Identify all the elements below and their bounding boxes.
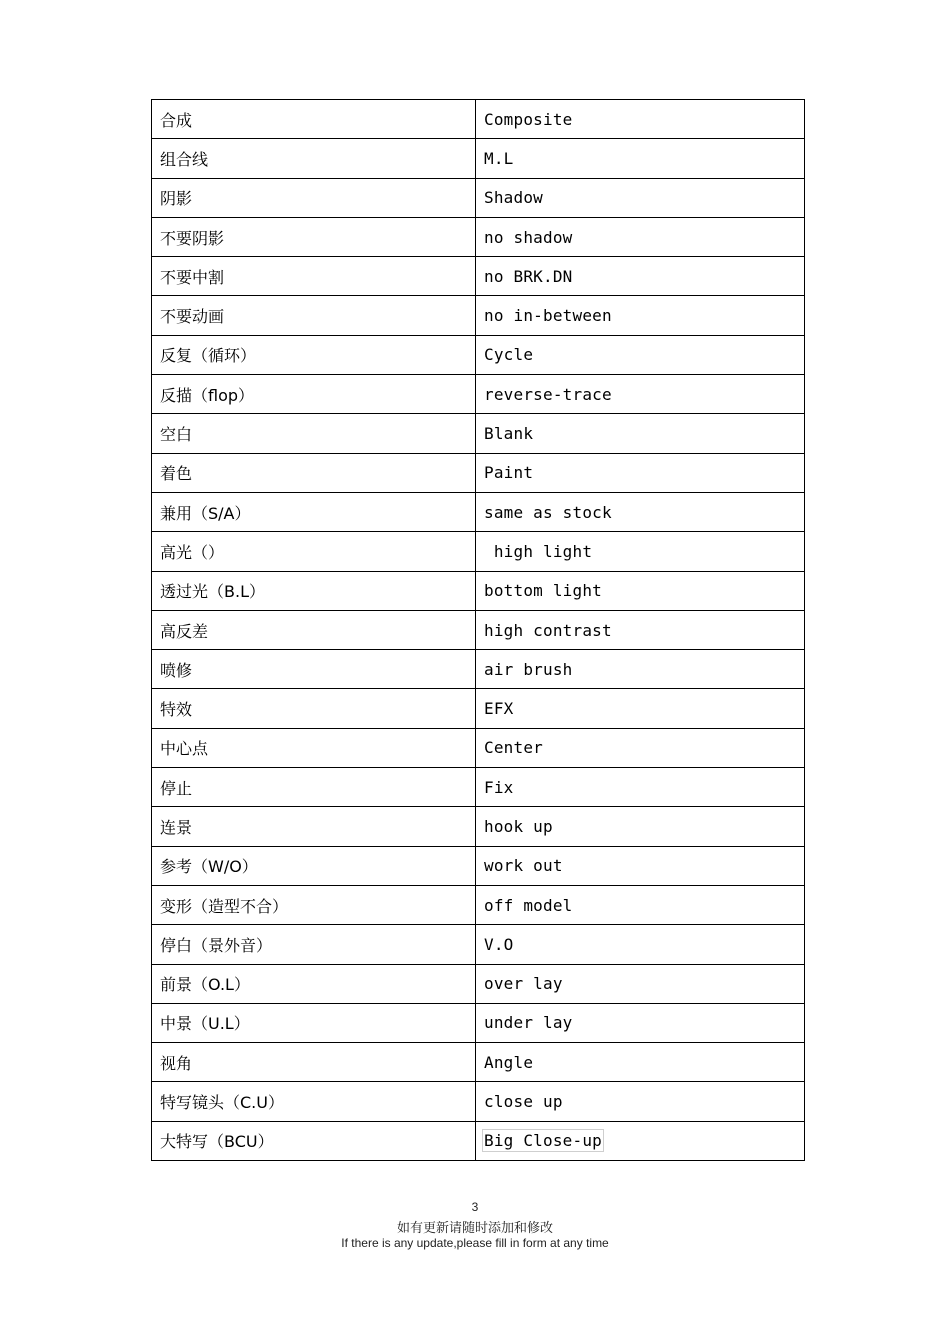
english-term-text: Composite <box>484 109 573 129</box>
table-row <box>152 453 805 492</box>
table-row <box>152 650 805 689</box>
english-term-text: reverse-trace <box>484 384 612 404</box>
chinese-term-cell: 连景 <box>152 807 476 846</box>
english-term-text: M.L <box>484 148 514 168</box>
terminology-table <box>151 99 805 1161</box>
chinese-term-cell: 大特写（BCU） <box>152 1121 476 1160</box>
table-row <box>152 139 805 178</box>
english-term-text: Center <box>484 738 543 758</box>
table-row <box>152 885 805 924</box>
chinese-term-cell: 中心点 <box>152 728 476 767</box>
chinese-term-cell: 着色 <box>152 453 476 492</box>
page-number: 3 <box>471 1200 479 1214</box>
english-term-cell <box>476 846 805 885</box>
english-term-cell <box>476 1121 805 1160</box>
english-term-text: bottom light <box>484 581 602 601</box>
english-term-cell <box>476 728 805 767</box>
chinese-term-cell: 不要动画 <box>152 296 476 335</box>
english-term-cell <box>476 964 805 1003</box>
chinese-term-cell: 反复（循环） <box>152 335 476 374</box>
chinese-term-cell: 变形（造型不合） <box>152 885 476 924</box>
english-term-text: high contrast <box>484 620 612 640</box>
english-term-cell <box>476 296 805 335</box>
table-row <box>152 768 805 807</box>
chinese-term-cell: 前景（O.L） <box>152 964 476 1003</box>
english-term-text: no in-between <box>484 306 612 326</box>
table-row <box>152 964 805 1003</box>
table-row <box>152 1003 805 1042</box>
english-term-text: Fix <box>484 777 514 797</box>
english-term-cell <box>476 100 805 139</box>
english-term-cell <box>476 217 805 256</box>
english-term-text: V.O <box>484 934 514 954</box>
table-row <box>152 571 805 610</box>
table-row <box>152 492 805 531</box>
english-term-text: Shadow <box>484 188 543 208</box>
chinese-term-cell: 透过光（B.L） <box>152 571 476 610</box>
table-row <box>152 925 805 964</box>
english-term-cell <box>476 492 805 531</box>
table-row <box>152 1082 805 1121</box>
english-term-text: Blank <box>484 424 534 444</box>
english-term-cell <box>476 375 805 414</box>
english-term-text: over lay <box>484 974 563 994</box>
chinese-term-cell: 高反差 <box>152 610 476 649</box>
chinese-term-cell: 合成 <box>152 100 476 139</box>
english-term-text: hook up <box>484 816 553 836</box>
english-term-text: under lay <box>484 1013 573 1033</box>
table-row <box>152 689 805 728</box>
chinese-term-cell: 兼用（S/A） <box>152 492 476 531</box>
chinese-term-cell: 喷修 <box>152 650 476 689</box>
chinese-term-cell: 参考（W/O） <box>152 846 476 885</box>
chinese-term-cell: 反描（flop） <box>152 375 476 414</box>
table-row <box>152 1043 805 1082</box>
table-row <box>152 610 805 649</box>
english-term-cell <box>476 768 805 807</box>
english-term-text: no BRK.DN <box>484 266 573 286</box>
table-row <box>152 100 805 139</box>
table-row <box>152 728 805 767</box>
chinese-term-cell: 不要阴影 <box>152 217 476 256</box>
english-term-cell <box>476 925 805 964</box>
english-term-text: no shadow <box>484 227 573 247</box>
english-term-cell <box>476 257 805 296</box>
table-row <box>152 532 805 571</box>
english-term-cell <box>476 610 805 649</box>
chinese-term-cell: 中景（U.L） <box>152 1003 476 1042</box>
english-term-cell <box>476 689 805 728</box>
table-row <box>152 1121 805 1160</box>
english-term-text: Big Close-up <box>484 1131 602 1151</box>
english-term-text: air brush <box>484 659 573 679</box>
english-term-text: same as stock <box>484 502 612 522</box>
english-term-cell <box>476 139 805 178</box>
english-term-cell <box>476 532 805 571</box>
english-term-cell <box>476 1082 805 1121</box>
chinese-term-cell: 停白（景外音） <box>152 925 476 964</box>
footer-note-chinese: 如有更新请随时添加和修改 <box>396 1221 553 1236</box>
english-term-cell <box>476 178 805 217</box>
english-term-cell <box>476 650 805 689</box>
table-row <box>152 217 805 256</box>
chinese-term-cell: 不要中割 <box>152 257 476 296</box>
chinese-term-cell: 停止 <box>152 768 476 807</box>
chinese-term-cell: 阴影 <box>152 178 476 217</box>
english-term-text: Angle <box>484 1052 534 1072</box>
english-term-text: Cycle <box>484 345 534 365</box>
table-row <box>152 296 805 335</box>
table-row <box>152 257 805 296</box>
english-term-cell <box>476 571 805 610</box>
table-row <box>152 414 805 453</box>
footer-note-english: If there is any update,please fill in form at any time <box>341 1236 609 1250</box>
table-row <box>152 807 805 846</box>
chinese-term-cell: 特效 <box>152 689 476 728</box>
english-term-cell <box>476 453 805 492</box>
english-term-text: high light <box>484 541 593 561</box>
table-row <box>152 846 805 885</box>
chinese-term-cell: 高光（） <box>152 532 476 571</box>
chinese-term-cell: 特写镜头（C.U） <box>152 1082 476 1121</box>
english-term-text: Paint <box>484 463 534 483</box>
english-term-cell <box>476 885 805 924</box>
english-term-cell <box>476 1003 805 1042</box>
chinese-term-cell: 组合线 <box>152 139 476 178</box>
english-term-text: EFX <box>484 699 514 719</box>
english-term-text: close up <box>484 1092 563 1112</box>
english-term-cell <box>476 1043 805 1082</box>
english-term-cell <box>476 335 805 374</box>
chinese-term-cell: 空白 <box>152 414 476 453</box>
english-term-cell <box>476 807 805 846</box>
table-row <box>152 178 805 217</box>
terminology-table-body <box>152 100 805 1161</box>
english-term-cell <box>476 414 805 453</box>
table-row <box>152 375 805 414</box>
chinese-term-cell: 视角 <box>152 1043 476 1082</box>
english-term-text: work out <box>484 856 563 876</box>
table-row <box>152 335 805 374</box>
english-term-text: off model <box>484 895 573 915</box>
